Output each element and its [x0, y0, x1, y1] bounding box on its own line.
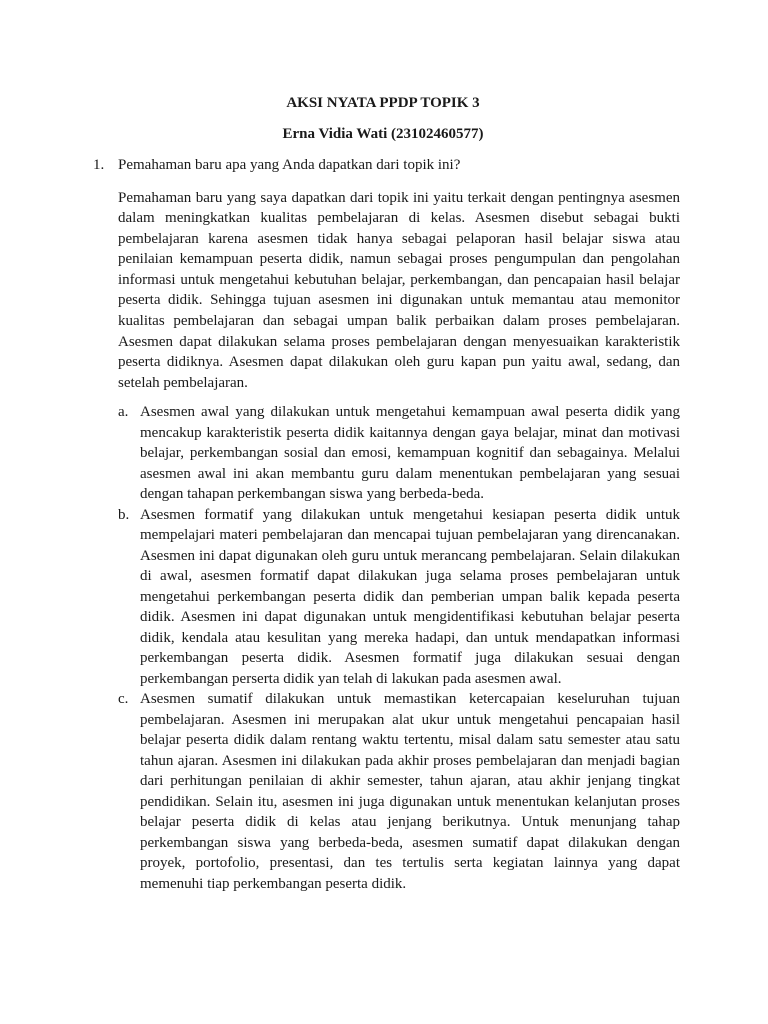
list-item-text: Asesmen awal yang dilakukan untuk mengetahui kemampuan awal peserta didik yang mencakup karakteristik peserta didik kaitannya dengan gaya belajar, minat dan motivasi belajar, perkembangan sosial dan emosi, kemampuan kognitif dan sebagainya. Melalui asesmen awal ini akan membantu guru dalam menentukan pembelajaran yang sesuai dengan tahapan perkembangan siswa yang berbeda-beda.: [140, 404, 680, 503]
answer-intro-paragraph: Pemahaman baru yang saya dapatkan dari topik ini yaitu terkait dengan pentingnya asesmen dalam meningkatkan kualitas pembelajaran di kelas. Asesmen disebut sebagai bukti pembelajaran karena asesmen tidak hanya sebagai pelaporan hasil belajar siswa atau penilaian kemampuan peserta didik, namun sebagai proses pengumpulan dan pengolahan informasi untuk mengetahui kebutuhan belajar, perkembangan, dan pencapaian hasil belajar peserta didik. Sehingga tujuan asesmen ini digunakan untuk memantau atau memonitor kualitas pembelajaran dan sebagai umpan balik perbaikan dalam proses pembelajaran. Asesmen dapat dilakukan selama proses pembelajaran dengan menyesuaikan karakteristik peserta didiknya. Asesmen dapat dilakukan oleh guru kapan pun yaitu awal, sedang, dan setelah pembelajaran.: [118, 189, 680, 391]
list-item-text: Asesmen sumatif dilakukan untuk memastikan ketercapaian keseluruhan tujuan pembelajaran. Asesmen ini merupakan alat ukur untuk mengetahui pencapaian hasil belajar peserta didik dalam rentang waktu tertentu, misal dalam satu semester atau satu tahun ajaran. Asesmen ini dilakukan pada akhir proses pembelajaran dan menjadi bagian dari perhitungan penilaian di akhir semester, tahun ajaran, atau akhir jenjang tingkat pendidikan. Selain itu, asesmen ini juga digunakan untuk menentukan kelanjutan proses belajar peserta didik di kelas atau jenjang berikutnya. Untuk menunjang tahap perkembangan siswa yang berbeda-beda, asesmen sumatif dapat dilakukan dengan proyek, portofolio, presentasi, dan tes tertulis serta kegiatan lainnya yang dapat memenuhi tiap perkembangan peserta didik.: [140, 691, 680, 892]
document-author: Erna Vidia Wati (23102460577): [282, 126, 484, 142]
assessment-type-list: [118, 402, 680, 894]
question-number: 1.: [93, 157, 105, 173]
document-title: AKSI NYATA PPDP TOPIK 3: [286, 95, 480, 111]
question-text: Pemahaman baru apa yang Anda dapatkan dari topik ini?: [118, 157, 461, 173]
list-item-initial-assessment: [118, 402, 680, 505]
list-item-label: c.: [118, 691, 129, 708]
list-item-text: Asesmen formatif yang dilakukan untuk mengetahui kesiapan peserta didik untuk mempelajari materi pembelajaran dan mencapai tujuan pembelajaran yang direncanakan. Asesmen ini dapat digunakan oleh guru untuk merancang pembelajaran. Selain dilakukan di awal, asesmen formatif dapat dilakukan juga selama proses pembelajaran untuk mengetahui perkembangan peserta didik dan pemberian umpan balik kepada peserta didik. Asesmen ini dapat digunakan untuk mengidentifikasi kebutuhan belajar peserta didik, kendala atau kesulitan yang mereka hadapi, dan untuk mendapatkan informasi perkembangan peserta didik. Asesmen formatif juga dilakukan sesuai dengan perkembangan perserta didik yan telah di lakukan pada asesmen awal.: [140, 506, 680, 687]
list-item-summative-assessment: [118, 689, 680, 894]
list-item-label: b.: [118, 506, 130, 523]
question-1: [86, 155, 680, 176]
list-item-label: a.: [118, 404, 129, 421]
answer-section: [118, 188, 680, 895]
list-item-formative-assessment: [118, 505, 680, 690]
